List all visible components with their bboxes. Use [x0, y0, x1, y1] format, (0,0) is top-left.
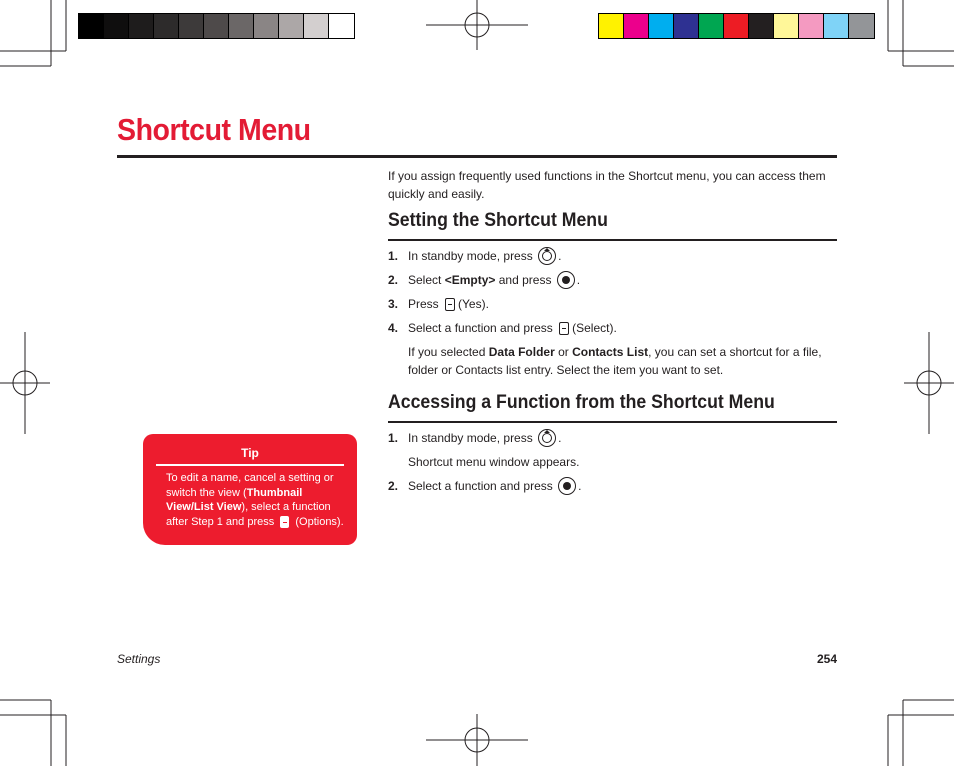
- gray-swatch: [154, 14, 179, 38]
- step-text: (Select).: [572, 321, 617, 335]
- color-swatch: [774, 14, 799, 38]
- tip-text-part: ), select a function after Step 1 and press: [166, 501, 331, 528]
- gray-swatch: [129, 14, 154, 38]
- navigation-key-icon: [538, 247, 556, 265]
- tip-box: [143, 434, 357, 545]
- color-swatch: [799, 14, 824, 38]
- gray-swatch: [254, 14, 279, 38]
- page-number: 254: [816, 652, 837, 666]
- step-number: 2.: [388, 479, 399, 493]
- note-text: If you selected: [408, 345, 486, 359]
- gray-swatch: [179, 14, 204, 38]
- grayscale-calibration-bar: [78, 13, 355, 39]
- color-swatch: [824, 14, 849, 38]
- section-rule: [388, 239, 837, 241]
- step-text: .: [576, 273, 581, 287]
- step-text: .: [578, 479, 582, 493]
- tip-rule: [156, 464, 344, 466]
- step-number: 2.: [388, 273, 399, 287]
- softkey-icon: [445, 298, 455, 311]
- step-text: Select a function and press: [408, 321, 553, 335]
- title-rule: [117, 155, 837, 158]
- tip-text-part: To edit a name, cancel a setting or switch the view (: [166, 472, 334, 499]
- step-text: (Yes).: [458, 297, 489, 311]
- step-bold-text: <Empty>: [444, 273, 496, 287]
- list-item: [388, 477, 581, 495]
- color-swatch: [674, 14, 699, 38]
- gray-swatch: [79, 14, 104, 38]
- step-number: 1.: [388, 431, 399, 445]
- note-text: , you can set a shortcut for a file, folder or Contacts list entry. Select the item you want to set.: [408, 345, 822, 377]
- step-text: Select a function and press: [408, 479, 553, 493]
- softkey-icon: [559, 322, 569, 335]
- color-swatch: [624, 14, 649, 38]
- color-swatch: [849, 14, 874, 38]
- gray-swatch: [229, 14, 254, 38]
- gray-swatch: [279, 14, 304, 38]
- color-swatch: [749, 14, 774, 38]
- note-text: or: [558, 345, 569, 359]
- list-item: [388, 319, 617, 337]
- softkey-icon: [280, 516, 289, 528]
- gray-swatch: [204, 14, 229, 38]
- gray-swatch: [329, 14, 354, 38]
- step-text: Press: [408, 297, 439, 311]
- tip-text-part: (Options).: [295, 515, 344, 528]
- registration-mark-icon: [0, 332, 50, 434]
- tip-title: Tip: [241, 446, 259, 460]
- list-item: [388, 295, 489, 313]
- step-text: In standby mode, press: [408, 431, 533, 445]
- step-text: and press: [498, 273, 552, 287]
- step-text: .: [558, 431, 562, 445]
- list-item: [388, 429, 561, 447]
- step-note: [408, 343, 828, 379]
- section-heading-accessing: Accessing a Function from the Shortcut Menu: [388, 392, 775, 413]
- color-swatch: [699, 14, 724, 38]
- step-text: .: [558, 249, 562, 263]
- note-bold-text: Data Folder: [488, 345, 555, 359]
- registration-mark-icon: [426, 714, 528, 766]
- step-number: 1.: [388, 249, 399, 263]
- tip-bold-text: Thumbnail View/List View: [166, 486, 303, 513]
- ok-key-icon: [558, 477, 576, 495]
- note-bold-text: Contacts List: [572, 345, 649, 359]
- navigation-key-icon: [538, 429, 556, 447]
- gray-swatch: [304, 14, 329, 38]
- step-text: Select: [408, 273, 442, 287]
- footer-section-name: Settings: [117, 652, 161, 666]
- color-calibration-bar: [598, 13, 875, 39]
- color-swatch: [599, 14, 624, 38]
- gray-swatch: [104, 14, 129, 38]
- step-note: Shortcut menu window appears.: [408, 455, 580, 469]
- step-number: 3.: [388, 297, 399, 311]
- registration-mark-icon: [904, 332, 954, 434]
- step-text: In standby mode, press: [408, 249, 533, 263]
- section-rule: [388, 421, 837, 423]
- section-heading-setting: Setting the Shortcut Menu: [388, 210, 608, 231]
- tip-text: [166, 471, 344, 529]
- list-item: [388, 247, 561, 265]
- color-swatch: [724, 14, 749, 38]
- step-number: 4.: [388, 321, 399, 335]
- page-title: Shortcut Menu: [117, 112, 311, 147]
- intro-text: If you assign frequently used functions in the Shortcut menu, you can access them quickly and easily.: [388, 169, 826, 201]
- list-item: [388, 271, 580, 289]
- registration-mark-icon: [426, 0, 528, 50]
- color-swatch: [649, 14, 674, 38]
- ok-key-icon: [557, 271, 575, 289]
